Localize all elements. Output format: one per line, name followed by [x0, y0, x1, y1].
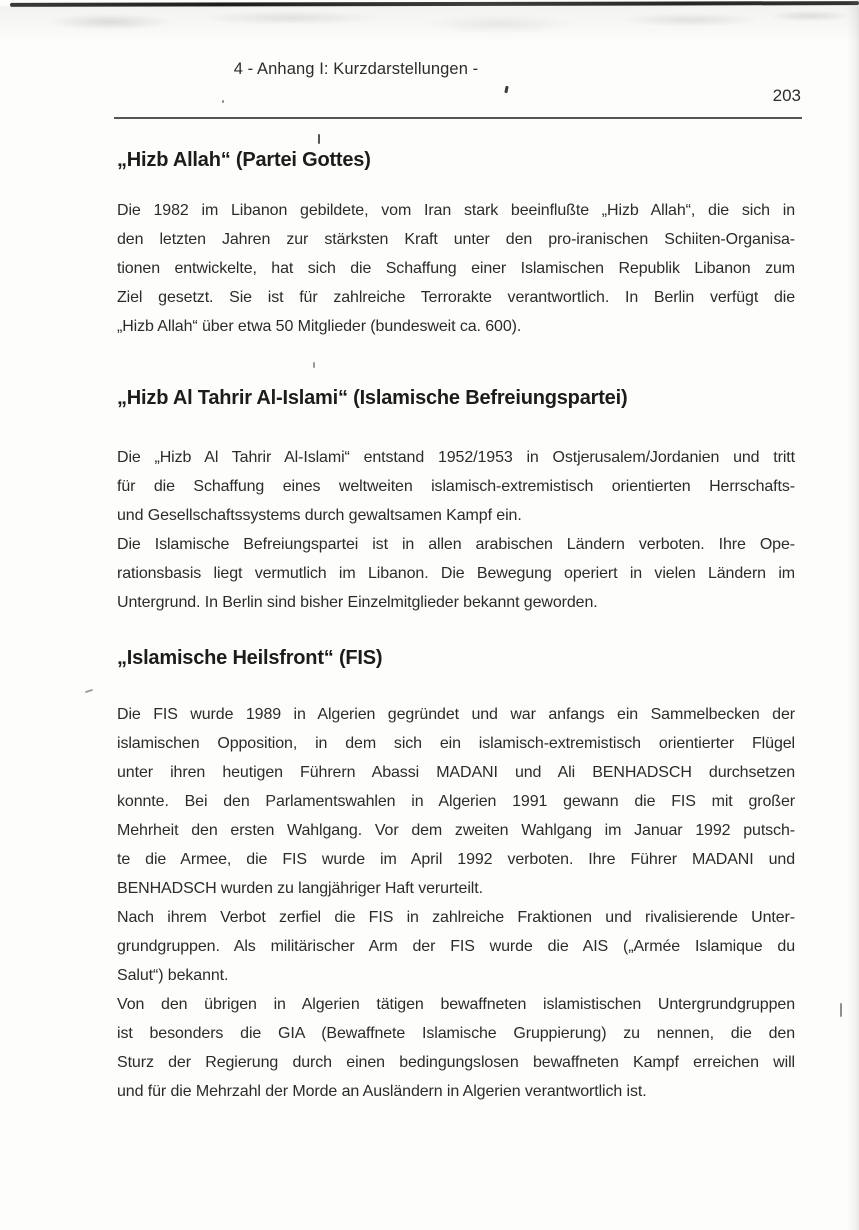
- text-line: Die „Hizb Al Tahrir Al-Islami“ entstand 1952/1953 in Ostjerusalem/Jordanien und tritt: [117, 449, 795, 466]
- section-heading: „Hizb Al Tahrir Al-Islami“ (Islamische Befreiungspartei): [117, 387, 628, 409]
- section-3: [117, 645, 795, 1106]
- text-line: Die 1982 im Libanon gebildete, vom Iran stark beeinflußte „Hizb Allah“, die sich in: [117, 202, 795, 219]
- text-line: Mehrheit den ersten Wahlgang. Vor dem zweiten Wahlgang im Januar 1992 putsch-: [117, 822, 795, 839]
- scan-speck: [840, 1003, 842, 1017]
- document-sections: [117, 0, 795, 1230]
- text-line: tionen entwickelte, hat sich die Schaffung einer Islamischen Republik Libanon zum: [117, 260, 795, 277]
- text-line: unter ihren heutigen Führern Abassi MADANI und Ali BENHADSCH durchsetzen: [117, 764, 795, 781]
- paragraph: [117, 443, 795, 530]
- text-line: und Gesellschaftssystems durch gewaltsamen Kampf ein.: [117, 507, 522, 524]
- text-line: te die Armee, die FIS wurde im April 1992 verboten. Ihre Führer MADANI und: [117, 851, 795, 868]
- section-heading: „Hizb Allah“ (Partei Gottes): [117, 149, 371, 171]
- text-line: Die Islamische Befreiungspartei ist in allen arabischen Ländern verboten. Ihre Ope-: [117, 536, 795, 553]
- scan-right-edge-shadow: [847, 0, 859, 1230]
- section-2: [117, 385, 795, 617]
- text-line: und für die Mehrzahl der Morde an Ausländern in Algerien verantwortlich ist.: [117, 1083, 647, 1100]
- text-line: Ziel gesetzt. Sie ist für zahlreiche Terrorakte verantwortlich. In Berlin verfügt die: [117, 289, 795, 306]
- text-line: Sturz der Regierung durch einen bedingungslosen bewaffneten Kampf erreichen will: [117, 1054, 795, 1071]
- text-line: Die FIS wurde 1989 in Algerien gegründet und war anfangs ein Sammelbecken der: [117, 706, 795, 723]
- paragraph: [117, 530, 795, 617]
- text-line: grundgruppen. Als militärischer Arm der FIS wurde die AIS („Armée Islamique du: [117, 938, 795, 955]
- text-line: Untergrund. In Berlin sind bisher Einzelmitglieder bekannt geworden.: [117, 594, 598, 611]
- text-line: ist besonders die GIA (Bewaffnete Islamische Gruppierung) zu nennen, die den: [117, 1025, 795, 1042]
- paragraph: [117, 903, 795, 990]
- paragraph: [117, 196, 795, 341]
- paragraph: [117, 990, 795, 1106]
- text-line: Salut“) bekannt.: [117, 967, 229, 984]
- text-line: rationsbasis liegt vermutlich im Libanon. Die Bewegung operiert in vielen Ländern im: [117, 565, 795, 582]
- running-header-title: 4 - Anhang I: Kurzdarstellungen -: [233, 60, 479, 78]
- text-line: islamischen Opposition, in dem sich ein islamisch-extremistisch orientierter Flügel: [117, 735, 795, 752]
- text-line: Von den übrigen in Algerien tätigen bewaffneten islamistischen Untergrundgruppen: [117, 996, 795, 1013]
- page-number: 203: [772, 86, 801, 105]
- text-line: den letzten Jahren zur stärksten Kraft unter den pro-iranischen Schiiten-Organisa-: [117, 231, 795, 248]
- scan-speck: [85, 689, 93, 693]
- text-line: „Hizb Allah“ über etwa 50 Mitglieder (bundesweit ca. 600).: [117, 318, 522, 335]
- section-heading: „Islamische Heilsfront“ (FIS): [117, 647, 383, 669]
- paragraph: [117, 700, 795, 903]
- text-line: Nach ihrem Verbot zerfiel die FIS in zahlreiche Fraktionen und rivalisierende Unter-: [117, 909, 795, 926]
- text-line: für die Schaffung eines weltweiten islamisch-extremistisch orientierten Herrschafts-: [117, 478, 795, 495]
- text-line: BENHADSCH wurden zu langjähriger Haft verurteilt.: [117, 880, 483, 897]
- text-line: konnte. Bei den Parlamentswahlen in Algerien 1991 gewann die FIS mit großer: [117, 793, 795, 810]
- section-1: [117, 147, 795, 341]
